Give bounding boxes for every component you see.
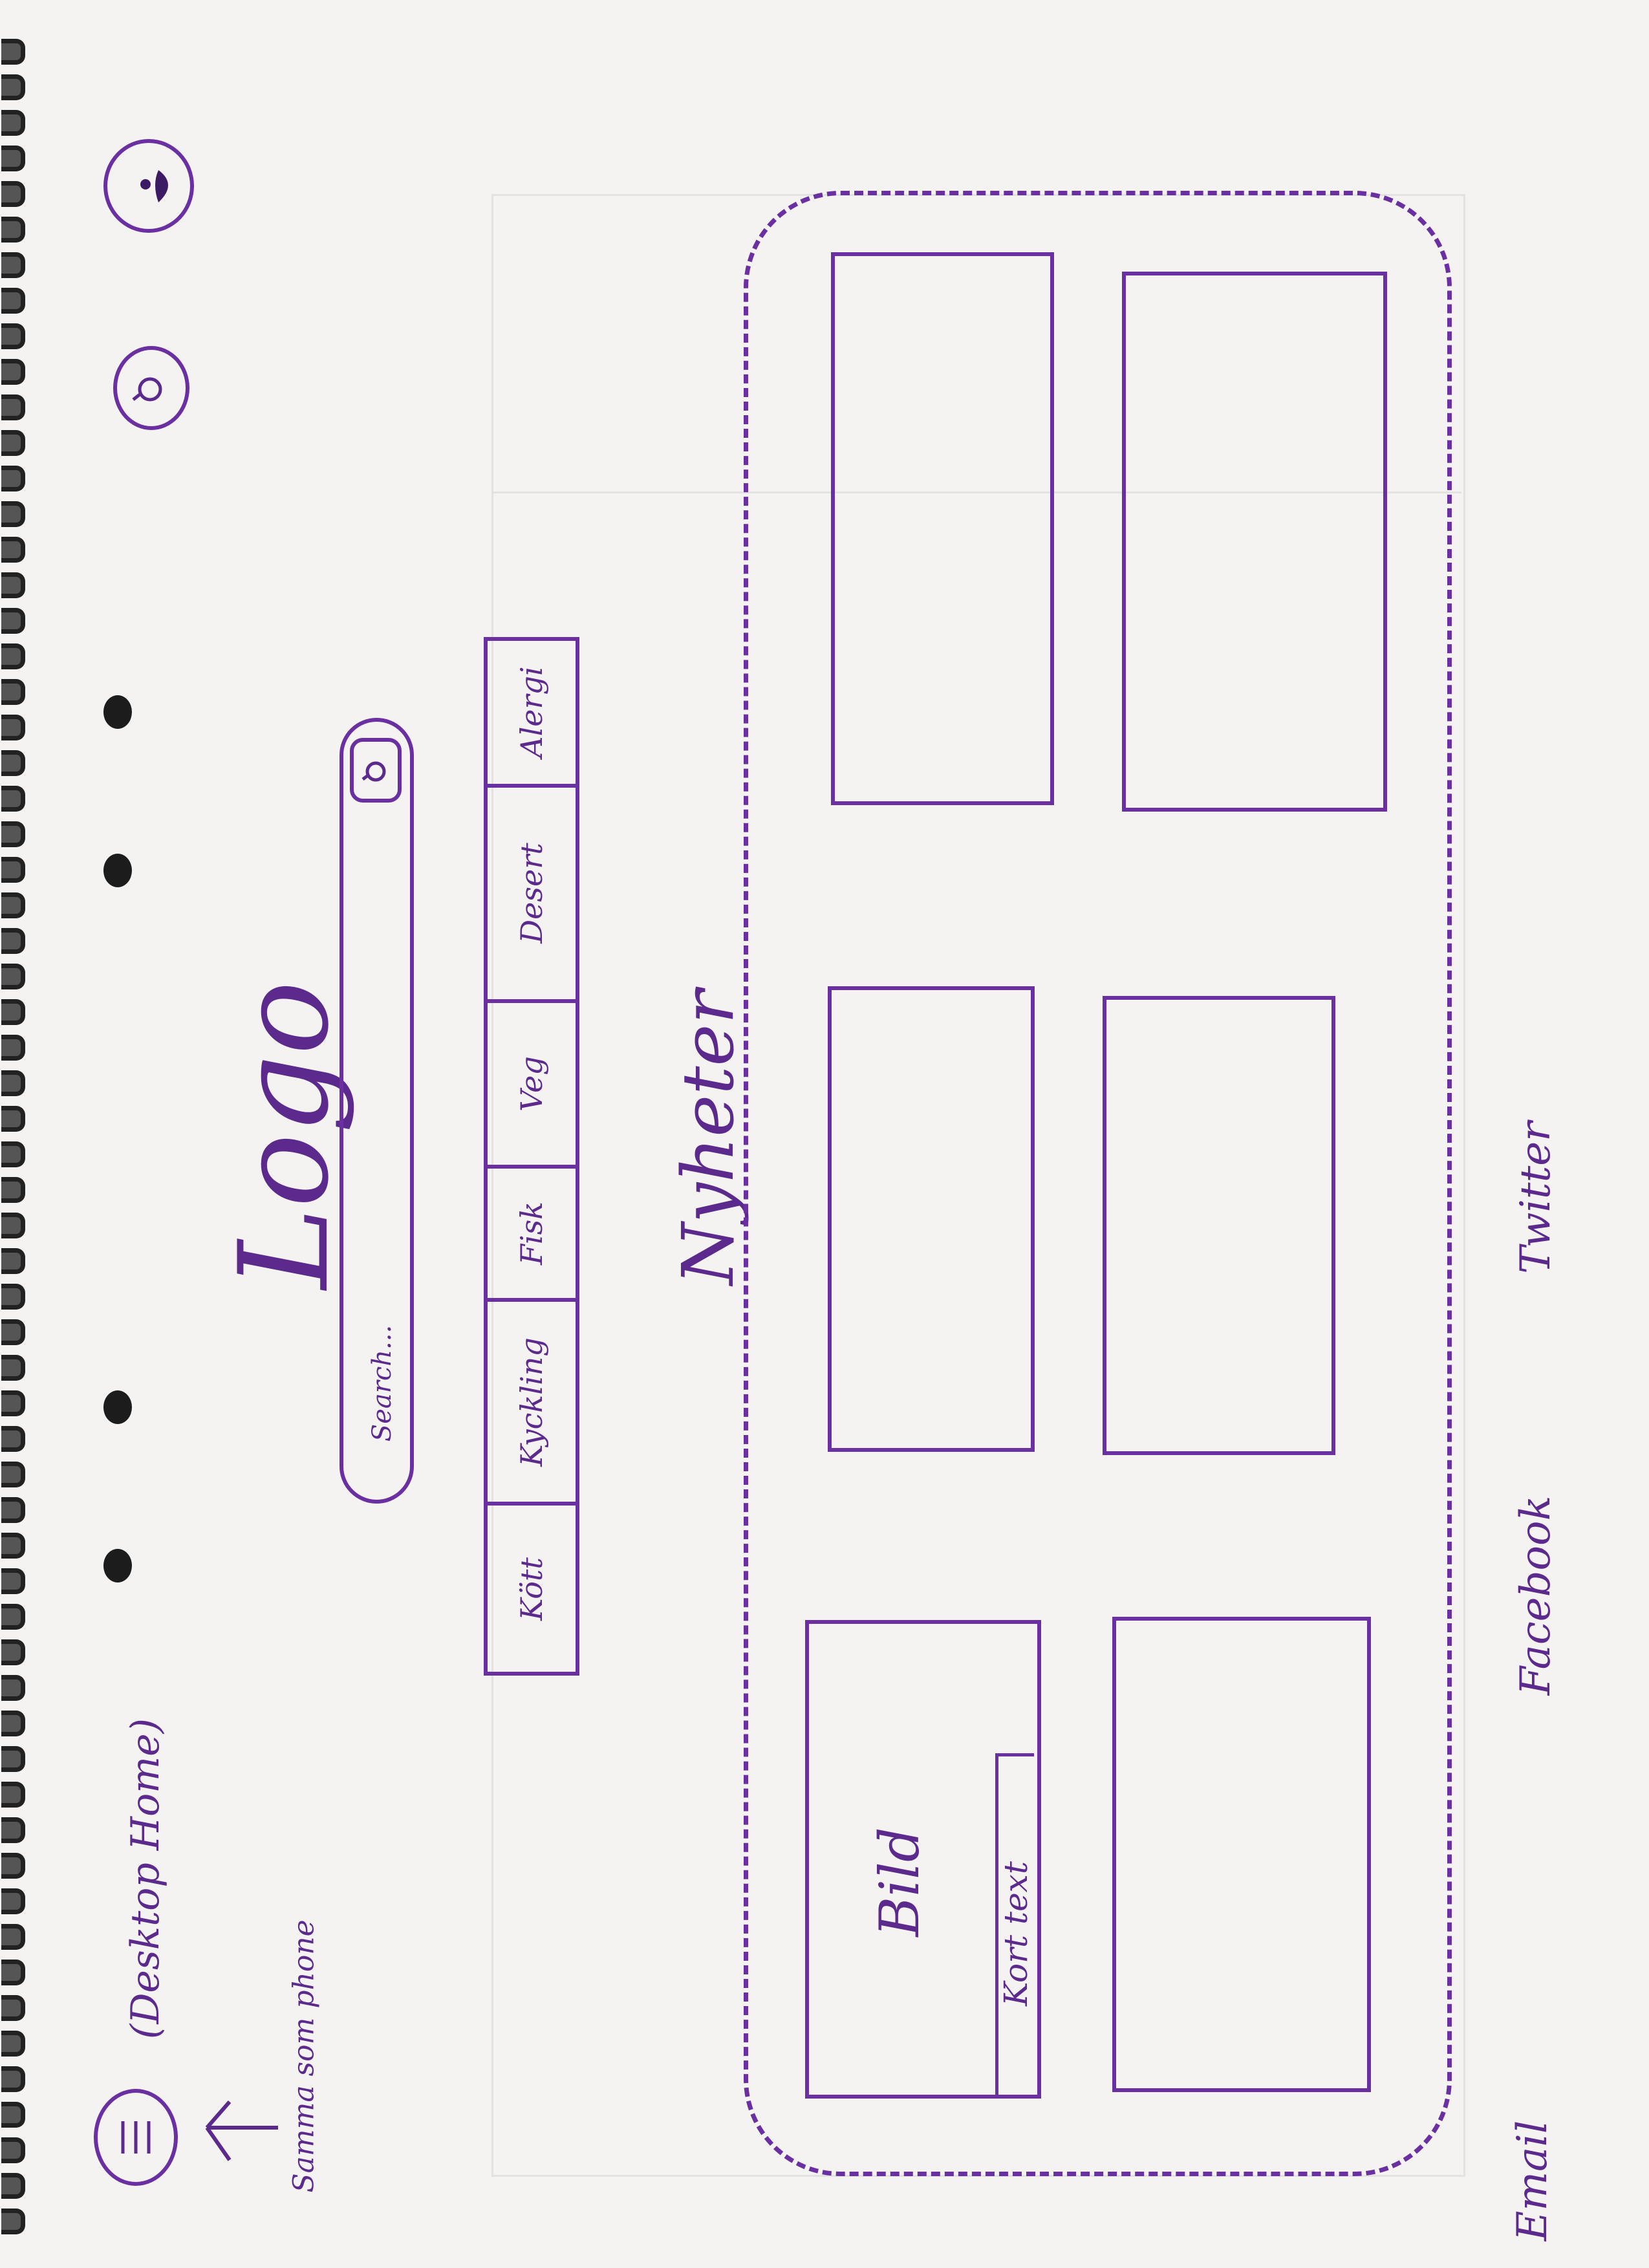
spiral-ring [1,1746,25,1772]
spiral-ring [1,217,25,243]
page-type-annotation: (Desktop Home) [123,1718,168,2040]
spiral-ring [1,857,25,883]
news-card[interactable] [1122,272,1387,812]
spiral-ring [1,1426,25,1452]
spiral-ring [1,2066,25,2092]
category-tab[interactable] [488,999,576,1165]
footer-link-email[interactable]: Email [1509,2120,1557,2241]
news-card[interactable] [828,986,1035,1452]
spiral-ring [1,466,25,491]
category-tab-label: Alergi [514,666,549,759]
spiral-ring [1,928,25,954]
search-icon-button[interactable] [113,346,189,430]
spiral-ring [1,1853,25,1879]
footer-link-twitter[interactable]: Twitter [1512,1121,1560,1274]
spiral-ring [1,39,25,65]
spiral-ring [1,679,25,705]
spiral-ring [1,537,25,563]
spiral-ring [1,1817,25,1843]
punch-hole [103,695,132,729]
spiral-ring [1,1533,25,1559]
spiral-ring [1,2209,25,2234]
spiral-ring [1,2102,25,2128]
spiral-ring [1,1497,25,1523]
spiral-ring [1,572,25,598]
category-tab[interactable] [488,641,576,784]
spiral-ring [1,2173,25,2199]
spiral-ring [1,323,25,349]
spiral-ring [1,2137,25,2163]
spiral-ring [1,1604,25,1630]
spiral-ring [1,394,25,420]
category-tab-label: Fisk [514,1201,549,1266]
category-tab[interactable] [488,1298,576,1502]
logo: Logo [213,980,356,1290]
spiral-ring [1,643,25,669]
category-tab[interactable] [488,784,576,999]
spiral-ring [1,1675,25,1701]
footer-link-facebook[interactable]: Facebook [1512,1495,1560,1696]
search-icon [356,751,395,790]
avatar-icon [113,151,184,222]
spiral-ring [1,430,25,456]
spiral-ring [1,1711,25,1736]
search-bar[interactable] [339,718,414,1504]
spiral-ring [1,252,25,278]
spiral-ring [1,1284,25,1310]
search-icon [125,362,177,414]
spiral-binding [0,39,26,2251]
news-card[interactable] [831,252,1054,805]
account-icon[interactable] [103,139,194,233]
spiral-ring [1,1070,25,1096]
spiral-ring [1,715,25,740]
spiral-ring [1,892,25,918]
card-text-label: Kort text [997,1861,1035,2006]
punch-hole [103,1549,132,1582]
spiral-ring [1,1462,25,1487]
spiral-ring [1,1106,25,1132]
search-input[interactable]: Search... [367,1324,397,1442]
news-card[interactable] [805,1620,1041,2099]
section-title: Nyheter [667,989,749,1286]
search-submit-button[interactable] [350,738,402,803]
spiral-ring [1,964,25,989]
hamburger-icon [107,2108,165,2166]
spiral-ring [1,1782,25,1808]
card-image-label: Bild [868,1827,931,1937]
category-tab-label: Kött [514,1557,549,1621]
category-tab[interactable] [488,1502,576,1672]
spiral-ring [1,999,25,1025]
news-card[interactable] [1103,996,1335,1455]
spiral-ring [1,1888,25,1914]
spiral-ring [1,181,25,207]
spiral-ring [1,1960,25,1985]
category-tab[interactable] [488,1165,576,1298]
punch-hole [103,1390,132,1424]
spiral-ring [1,821,25,847]
spiral-ring [1,1924,25,1950]
spiral-ring [1,1177,25,1203]
punch-hole [103,854,132,887]
spiral-ring [1,74,25,100]
spiral-ring [1,1213,25,1238]
menu-note: Samma som phone [287,1919,321,2193]
spiral-ring [1,110,25,136]
category-tab-label: Kyckling [514,1337,549,1467]
spiral-ring [1,1639,25,1665]
spiral-ring [1,608,25,634]
spiral-ring [1,786,25,812]
spiral-ring [1,1319,25,1345]
spiral-ring [1,1995,25,2021]
spiral-ring [1,1390,25,1416]
spiral-ring [1,1568,25,1594]
category-tab-label: Veg [514,1055,549,1112]
category-nav [484,637,579,1676]
news-card[interactable] [1112,1617,1371,2092]
spiral-ring [1,2031,25,2057]
annotation-arrow [194,2089,297,2186]
spiral-ring [1,501,25,527]
category-tab-label: Desert [514,843,549,944]
spiral-ring [1,146,25,171]
menu-button[interactable] [94,2089,178,2186]
spiral-ring [1,359,25,385]
spiral-ring [1,1355,25,1381]
spiral-ring [1,1035,25,1061]
spiral-ring [1,1248,25,1274]
spiral-ring [1,750,25,776]
spiral-ring [1,288,25,314]
spiral-ring [1,1141,25,1167]
